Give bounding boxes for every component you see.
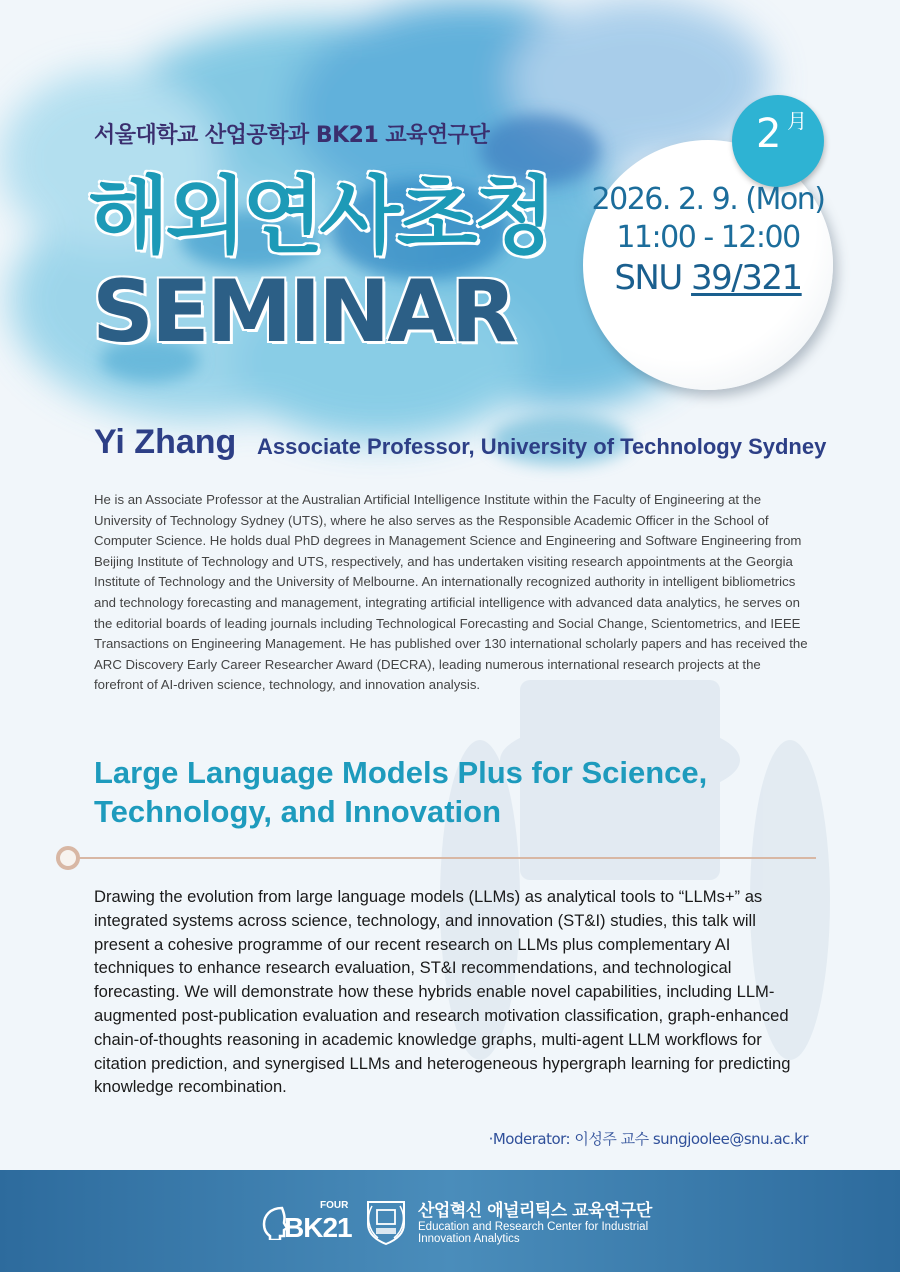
- talk-title: Large Language Models Plus for Science, Technology, and Innovation: [94, 755, 708, 829]
- speaker-title: Associate Professor, University of Technology Sydney: [257, 434, 827, 459]
- footer-bar: [0, 1170, 900, 1272]
- month-number: 2: [756, 111, 782, 157]
- bk21-text: BK21: [284, 1212, 352, 1243]
- speaker-name: Yi Zhang: [94, 423, 237, 461]
- month-unit: 月: [787, 109, 807, 133]
- center-name-english: Education and Research Center for Industrial Innovation Analytics: [418, 1221, 649, 1245]
- month-badge: [732, 95, 824, 187]
- event-date: 2026. 2. 9. (Mon): [591, 182, 825, 217]
- bk21-logo: [262, 1196, 354, 1248]
- talk-abstract: Drawing the evolution from large language models (LLMs) as analytical tools to “LLMs+” as integrated systems across science, technology, and innovation (ST&I) studies, this talk will present a cohesive programme of our recent research on LLMs plus complementary AI techniques to enhance research evaluation, ST&I recommendations, and technological forecasting. We will demonstrate how these hybrids enable novel capabilities, including LLM-augmented post-publication evaluation and research motivation classification, graph-enhanced chain-of-thoughts reasoning in academic knowledge graphs, multi-agent LLM workflows for citation prediction, and synergised LLMs and heterogeneous hypergraph learning for predicting knowledge recombination.: [94, 887, 791, 1097]
- speaker-bio: He is an Associate Professor at the Australian Artificial Intelligence Institute within the Faculty of Engineering at the University of Technology Sydney (UTS), where he also serves as the Responsible Academic Officer in the School of Computer Science. He holds dual PhD degrees in Management Science and Engineering and Software Engineering from Beijing Institute of Technology and UTS, respectively, and has undertaken visiting research appointments at the Georgia Institute of Technology and the University of Melbourne. An internationally recognized authority in intelligent bibliometrics and technology forecasting and management, integrating artificial intelligence with advanced data analytics, he serves on the editorial boards of leading journals including Technological Forecasting and Social Change, Scientometrics, and IEEE Transactions on Engineering Management. He has published over 130 international scholarly papers and has received the ARC Discovery Early Career Researcher Award (DECRA), leading numerous international research projects at the forefront of AI-driven science, technology, and innovation analysis.: [94, 492, 808, 693]
- event-place: [583, 258, 833, 298]
- place-room: 39/321: [691, 258, 802, 298]
- title-korean: 해외연사초청: [88, 167, 551, 265]
- divider-ring-icon: [56, 846, 80, 870]
- event-time: 11:00 - 12:00: [616, 220, 800, 255]
- organization-name: 서울대학교 산업공학과 BK21 교육연구단: [94, 123, 490, 148]
- title-english: SEMINAR: [92, 262, 515, 362]
- bk21-four-label: FOUR: [320, 1200, 349, 1211]
- section-divider: [68, 857, 816, 859]
- place-prefix: SNU: [614, 258, 682, 298]
- center-name-korean: 산업혁신 애널리틱스 교육연구단: [418, 1201, 652, 1221]
- moderator-info: ·Moderator: 이성주 교수 sungjoolee@snu.ac.kr: [488, 1130, 808, 1148]
- snu-seal-icon: [362, 1194, 410, 1246]
